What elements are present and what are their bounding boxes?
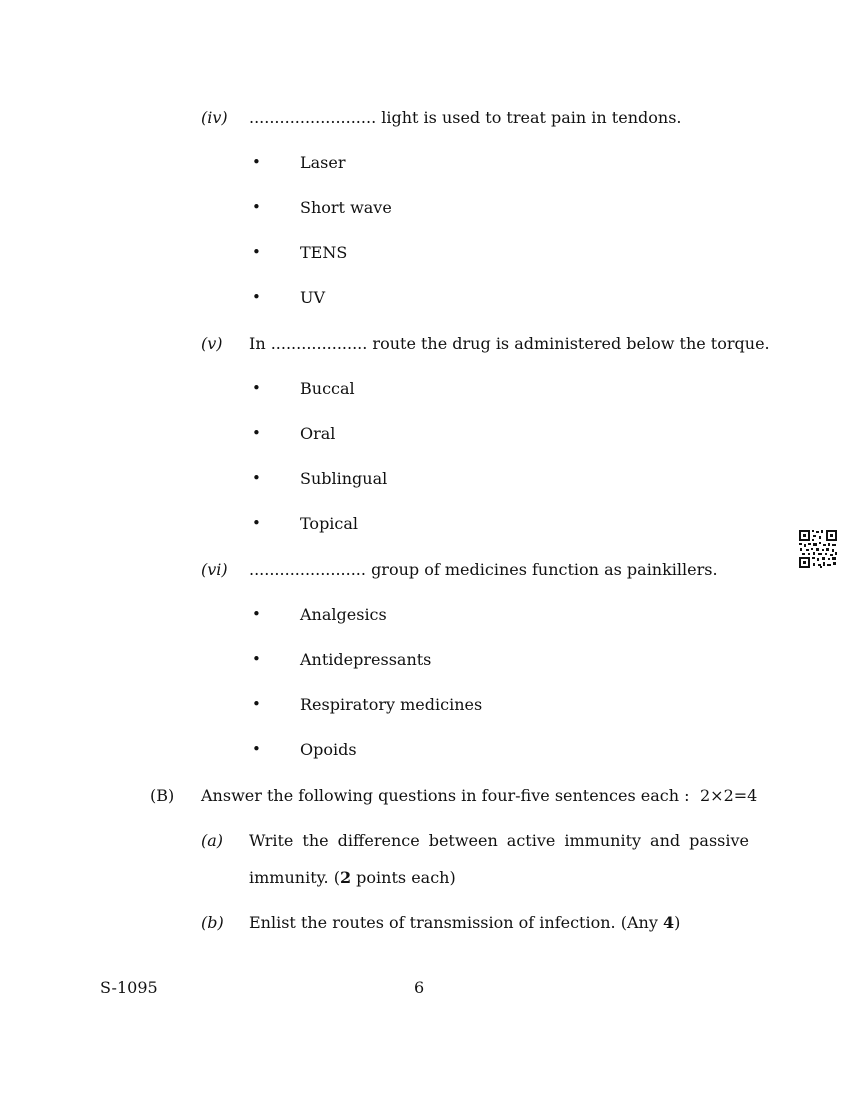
question-iv-number: (iv) <box>201 108 228 127</box>
question-b-a-line2-text: immunity. ( <box>249 868 340 887</box>
option-vi-1: Analgesics <box>300 605 387 624</box>
section-b-instruction: Answer the following questions in four-five sentences each : <box>201 786 690 805</box>
question-vi-stem: ....................... group of medicines function as painkillers. <box>249 560 718 579</box>
option-vi-2: Antidepressants <box>300 650 432 669</box>
option-v-3: Sublingual <box>300 469 388 488</box>
option-iv-1: Laser <box>300 153 346 172</box>
option-v-4: Topical <box>300 514 359 533</box>
qr-code-icon <box>798 529 838 569</box>
question-vi-number: (vi) <box>201 560 228 579</box>
question-iv-stem: ......................... light is used to treat pain in tendons. <box>249 108 682 127</box>
question-v-number: (v) <box>201 334 223 353</box>
question-b-b-number: (b) <box>201 913 224 932</box>
question-v-stem: In ................... route the drug is administered below the torque. <box>249 334 770 353</box>
bullet-icon: • <box>252 740 261 758</box>
bullet-icon: • <box>252 288 261 306</box>
question-b-b-count: 4 <box>662 913 675 932</box>
bullet-icon: • <box>252 379 261 397</box>
section-b-marks: 2×2=4 <box>700 786 758 805</box>
option-iv-4: UV <box>300 288 326 307</box>
bullet-icon: • <box>252 650 261 668</box>
paper-code: S-1095 <box>100 978 158 997</box>
bullet-icon: • <box>252 424 261 442</box>
bullet-icon: • <box>252 605 261 623</box>
bullet-icon: • <box>252 469 261 487</box>
section-b-label: (B) <box>150 786 175 805</box>
option-vi-3: Respiratory medicines <box>300 695 483 714</box>
bullet-icon: • <box>252 153 261 171</box>
bullet-icon: • <box>252 695 261 713</box>
question-b-b-text <box>249 913 680 932</box>
question-b-a-number: (a) <box>201 831 224 850</box>
page-number: 6 <box>414 978 425 997</box>
question-b-a-line2-rest: points each) <box>351 868 456 887</box>
bullet-icon: • <box>252 198 261 216</box>
question-b-a-line2 <box>249 868 456 887</box>
option-v-1: Buccal <box>300 379 355 398</box>
bullet-icon: • <box>252 514 261 532</box>
option-v-2: Oral <box>300 424 336 443</box>
bullet-icon: • <box>252 243 261 261</box>
option-iv-3: TENS <box>300 243 348 262</box>
option-iv-2: Short wave <box>300 198 392 217</box>
question-b-b-text-main: Enlist the routes of transmission of infection. (Any <box>249 913 663 932</box>
question-b-a-points: 2 <box>339 868 352 887</box>
question-b-a-line1: Write the difference between active immunity and passive <box>249 831 749 850</box>
question-b-b-text-rest: ) <box>674 913 681 932</box>
option-vi-4: Opoids <box>300 740 357 759</box>
